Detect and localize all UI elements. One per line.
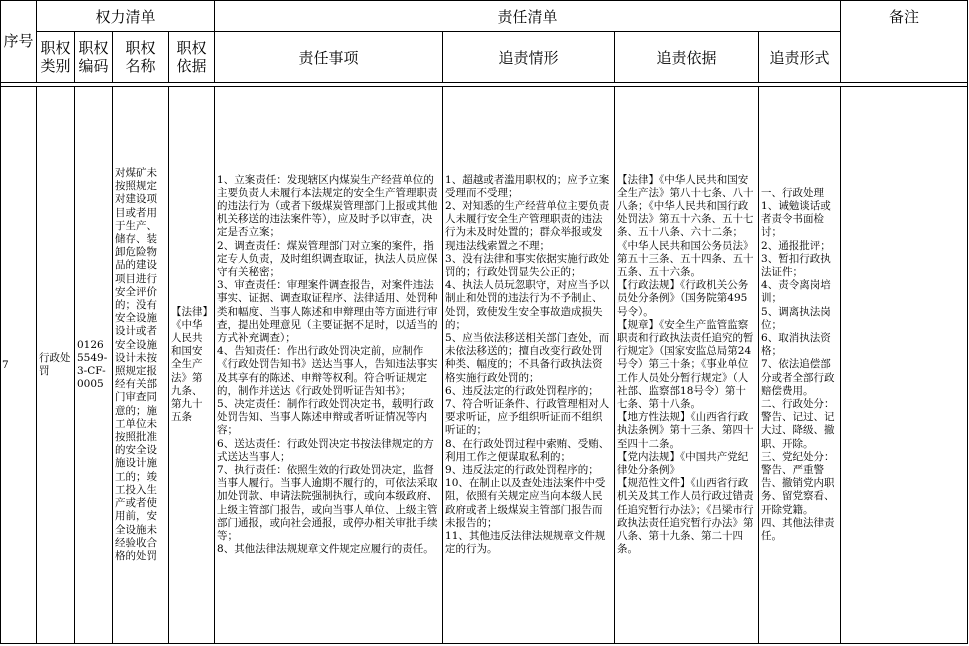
row-power-name: 对煤矿未按照规定对建设项目或者用于生产、储存、装卸危险物品的建设项目进行安全评价的；没有安全设施设计或者安全设施设计未按照规定报经有关部门审查同意的；施工单位未按照批准的安全设施设计施工的；竣工投入生产或者使用前，安全设施未经验收合格的处罚 [113, 87, 169, 644]
row-responsibility-matter: 1、立案责任：发现辖区内煤炭生产经营单位的主要负责人未履行本法规定的安全生产管理职责的违法行为（或者下级煤炭管理部门上报或其他机关移送的违法案件等），应及时予以审查，决定是否立案； 2、调查责任：煤炭管理部门对立案的案件，指定专人负责，及时组织调查取证，执法人员应保守有关秘密； 3、审查责任：审理案件调查报告，对案件违法事实、证据、调查取证程序、法律适用、处罚种类和幅度、当事人陈述和申辩理由等方面进行审查，提出处理意见（主要证据不足时，以适当的方式补充调查）； 4、告知责任：作出行政处罚决定前，应制作《行政处罚告知书》送达当事人，告知违法事实及其享有的陈述、申辩等权利。符合听证规定的，制作并送达《行政处罚听证告知书》； 5、决定责任：制作行政处罚决定书，载明行政处罚告知、当事人陈述申辩或者听证情况等内容； 6、送达责任：行政处罚决定书按法律规定的方式送达当事人； 7、执行责任：依照生效的行政处罚决定，监督当事人履行。当事人逾期不履行的，可依法采取加处罚款、申请法院强制执行，或向本级政府、上级主管部门报告，或向当事人单位、上级主管部门通报，或向社会通报，或停办相关审批手续等； 8、其他法律法规规章文件规定应履行的责任。 [215, 87, 443, 644]
header-accountability-situation: 追责情形 [443, 32, 615, 83]
header-power-name: 职权 名称 [113, 32, 169, 83]
header-power-code: 职权 编码 [75, 32, 113, 83]
row-accountability-basis: 【法律】《中华人民共和国安全生产法》第八十七条、八十八条；《中华人民共和国行政处罚法》第五十六条、五十七条、五十八条、六十二条；《中华人民共和国公务员法》第五十三条、五十四条、五十五条、五十六条。 【行政法规】《行政机关公务员处分条例》（国务院第495号令）。 【规章】《安全生产监管监察职责和行政执法责任追究的暂行规定》（国家安监总局第24号令）第三十条；《事业单位工作人员处分暂行规定》（人社部、监察部18号令）第十七条、第十八条。 【地方性法规】《山西省行政执法条例》第十三条、第四十至四十二条。 【党内法规】《中国共产党纪律处分条例》 【规范性文件】《山西省行政机关及其工作人员行政过错责任追究暂行办法》；《吕梁市行政执法责任追究暂行办法》第八条、第十九条、第二十四条。 [615, 87, 759, 644]
header-power-type: 职权 类别 [37, 32, 75, 83]
header-accountability-basis: 追责依据 [615, 32, 759, 83]
row-accountability-situation: 1、超越或者滥用职权的；应予立案受理而不受理； 2、对知悉的生产经营单位主要负责人未履行安全生产管理职责的违法行为未及时处置的；群众举报或发现违法线索置之不理； 3、没有法律和事实依据实施行政处罚的；行政处罚显失公正的； 4、执法人员玩忽职守，对应当予以制止和处罚的违法行为不予制止、处罚，致使发生安全事故造成损失的； 5、应当依法移送相关部门查处，而未依法移送的；擅自改变行政处罚种类、幅度的；不具备行政执法资格实施行政处罚的； 6、违反法定的行政处罚程序的； 7、符合听证条件、行政管理相对人要求听证，应予组织听证而不组织听证的； 8、在行政处罚过程中索贿、受贿、利用工作之便谋取私利的； 9、违反法定的行政处罚程序的； 10、在制止以及查处违法案件中受阻，依照有关规定应当向本级人民政府或者上级煤炭主管部门报告而未报告的； 11、其他违反法律法规规章文件规定的行为。 [443, 87, 615, 644]
row-seq: 7 [1, 87, 37, 644]
header-responsibility-matter: 责任事项 [215, 32, 443, 83]
row-power-type: 行政处罚 [37, 87, 75, 644]
header-power-list: 权力清单 [37, 1, 215, 32]
header-seq: 序号 [1, 1, 37, 83]
row-power-basis: 【法律】《中华人民共和国安全生产法》第九条、第九十五条 [169, 87, 215, 644]
header-power-basis: 职权 依据 [169, 32, 215, 83]
row-accountability-form: 一、行政处理1、诫勉谈话或者责令书面检讨； 2、通报批评； 3、暂扣行政执法证件； 4、责令离岗培训； 5、调离执法岗位； 6、取消执法资格； 7、依法追偿部分或者全部行政赔偿费用。 二、行政处分：警告、记过、记大过、降级、撤职、开除。 三、党纪处分：警告、严重警告、撤销党内职务、留党察看、开除党籍。 四、其他法律责任。 [759, 87, 841, 644]
row-power-code: 01265549-3-CF-0005 [75, 87, 113, 644]
header-responsibility-list: 责任清单 [215, 1, 841, 32]
header-remark: 备注 [841, 1, 968, 83]
table-row [1, 87, 968, 644]
header-accountability-form: 追责形式 [759, 32, 841, 83]
row-remark [841, 87, 968, 644]
